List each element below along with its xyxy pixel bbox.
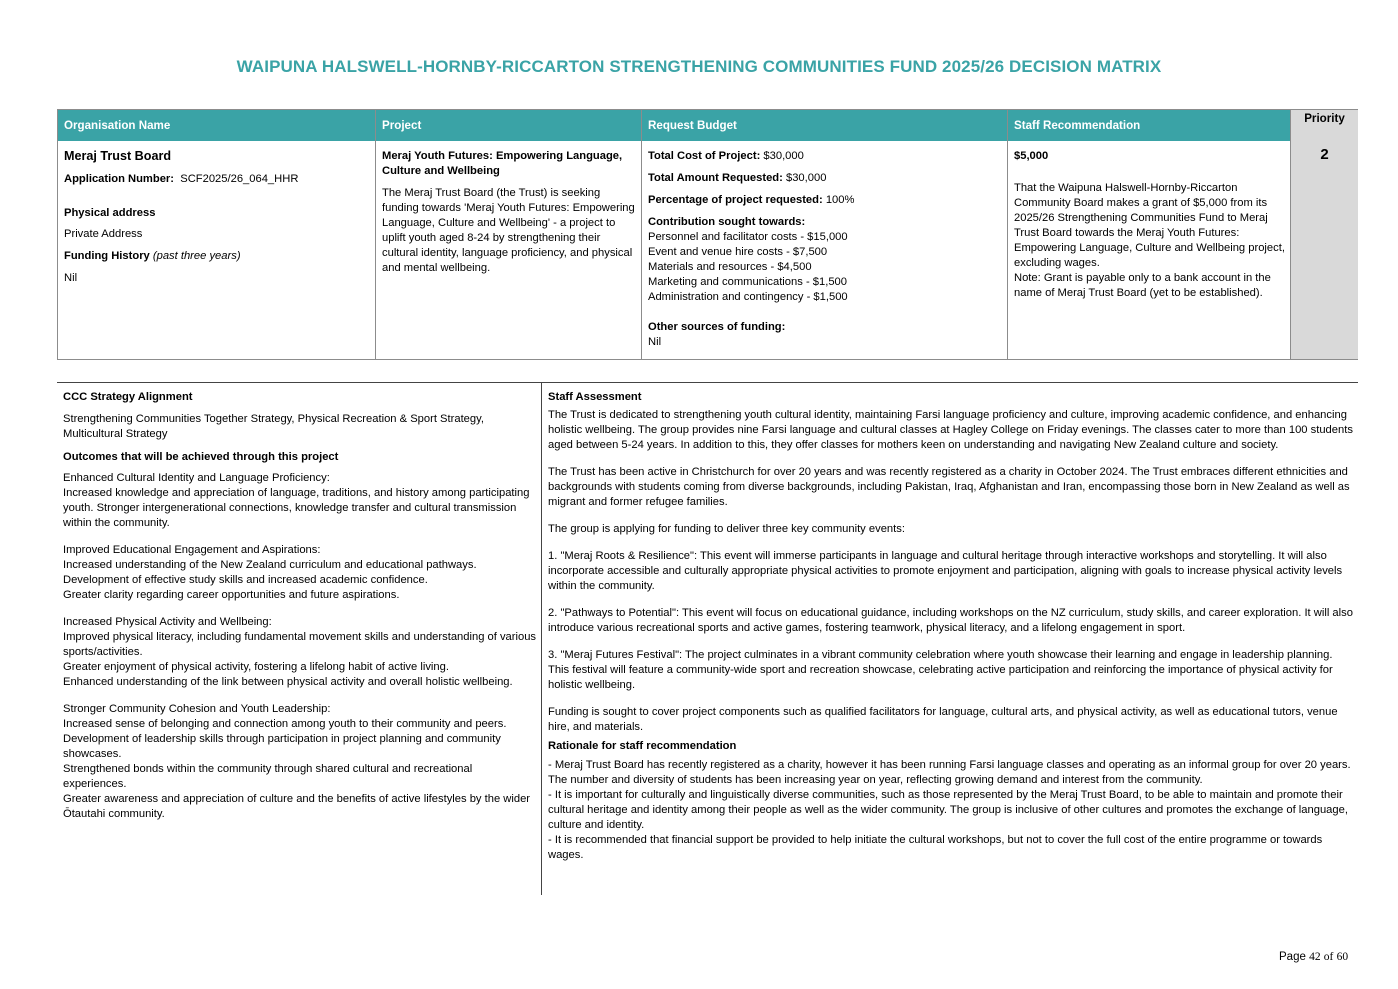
rationale-point: - Meraj Trust Board has recently registered as a charity, however it has been running Farsi language classes and operating as an informal group for over 20 years. The number and diversity of students has been increasing year on year, reflecting growing demand and interest from the community. (548, 759, 1351, 786)
strategy-alignment-section (63, 390, 537, 822)
total-requested: Total Amount Requested: $30,000 (648, 172, 827, 184)
outcome-line: Development of effective study skills and increased academic confidence. (63, 574, 428, 586)
project-cell (376, 141, 642, 359)
priority-value: 2 (1291, 141, 1358, 359)
decision-matrix-table (57, 109, 1358, 360)
project-description: The Meraj Trust Board (the Trust) is seeking funding towards 'Meraj Youth Futures: Empowering Language, Culture and Wellbeing' - a project to uplift youth aged 8-24 by strengthening their cultural identity, language proficiency, and physical and mental wellbeing. (382, 187, 635, 274)
assessment-paragraph: The Trust is dedicated to strengthening youth cultural identity, maintaining Farsi language proficiency and culture, improving academic confidence, and enhancing holistic wellbeing. The group provides nine Farsi language and cultural classes at Hagley College on Friday evenings. The classes cater to more than 100 students aged between 5-24 years. In addition to this, they offer classes for mothers keen on understanding and navigating New Zealand culture and society. (548, 409, 1353, 451)
strategy-text: Strengthening Communities Together Strategy, Physical Recreation & Sport Strategy, Multicultural Strategy (63, 413, 484, 440)
strategy-heading: CCC Strategy Alignment (63, 391, 193, 403)
outcome-line: Improved physical literacy, including fundamental movement skills and understanding of various sports/activities. (63, 631, 537, 658)
staff-assessment-section (548, 390, 1353, 863)
outcome-line: Greater enjoyment of physical activity, fostering a lifelong habit of active living. (63, 661, 449, 673)
rationale-point: - It is recommended that financial support be provided to help initiate the cultural workshops, but not to cover the full cost of the entire programme or towards wages. (548, 834, 1323, 861)
other-funding-label: Other sources of funding: (648, 321, 786, 333)
contribution-item: Administration and contingency - $1,500 (648, 291, 848, 303)
funding-history: Funding History (past three years) (64, 250, 241, 262)
application-number: Application Number: SCF2025/26_064_HHR (64, 173, 299, 185)
contribution-item: Personnel and facilitator costs - $15,000 (648, 231, 848, 243)
header-staff-recommendation: Staff Recommendation (1008, 110, 1291, 141)
header-budget: Request Budget (642, 110, 1008, 141)
assessment-paragraph: 3. "Meraj Futures Festival": The project culminates in a vibrant community celebration where youth showcase their learning and engage in leadership planning. This festival will feature a community-wide sport and recreation showcase, celebrating active participation and reinforcing the importance of physical activity for holistic wellbeing. (548, 649, 1333, 691)
outcomes-heading: Outcomes that will be achieved through this project (63, 451, 339, 463)
outcome-title: Increased Physical Activity and Wellbeing: (63, 616, 272, 628)
outcome-line: Strengthened bonds within the community through shared cultural and recreational experiences. (63, 763, 473, 790)
project-name: Meraj Youth Futures: Empowering Language, Culture and Wellbeing (382, 150, 623, 177)
outcome-line: Greater awareness and appreciation of culture and the benefits of active lifestyles by the wider Ōtautahi community. (63, 793, 531, 820)
total-cost: Total Cost of Project: $30,000 (648, 150, 804, 162)
contribution-label: Contribution sought towards: (648, 216, 806, 228)
outcome-line: Greater clarity regarding career opportunities and future aspirations. (63, 589, 400, 601)
organisation-name: Meraj Trust Board (64, 149, 172, 163)
physical-address-label: Physical address (64, 207, 156, 219)
rationale-heading: Rationale for staff recommendation (548, 740, 737, 752)
funding-history-value: Nil (64, 272, 78, 284)
outcome-line: Increased knowledge and appreciation of language, traditions, and history among participating youth. Stronger intergenerational connections, knowledge transfer and cultural transmission within the community. (63, 487, 530, 529)
outcome-title: Stronger Community Cohesion and Youth Leadership: (63, 703, 331, 715)
header-project: Project (376, 110, 642, 141)
other-funding-value: Nil (648, 336, 662, 348)
outcome-title: Enhanced Cultural Identity and Language Proficiency: (63, 472, 330, 484)
outcome-line: Enhanced understanding of the link between physical activity and overall holistic wellbeing. (63, 676, 513, 688)
recommended-amount: $5,000 (1014, 150, 1049, 162)
page-number: Page 42 of 60 (1279, 951, 1349, 963)
contribution-item: Marketing and communications - $1,500 (648, 276, 847, 288)
assessment-paragraph: The Trust has been active in Christchurch for over 20 years and was recently registered as a charity in October 2024. The Trust embraces different ethnicities and backgrounds with students coming from diverse backgrounds, including Pakistan, Iraq, Afghanistan and Iran, encompassing those born in New Zealand as well as migrant and former refugee families. (548, 466, 1350, 508)
contribution-item: Materials and resources - $4,500 (648, 261, 812, 273)
recommendation-note: Note: Grant is payable only to a bank account in the name of Meraj Trust Board (yet to be established). (1014, 272, 1271, 299)
rationale-point: - It is important for culturally and linguistically diverse communities, such as those represented by the Meraj Trust Board, to be able to maintain and promote their cultural heritage and identity among their people as well as the wider community. The group is inclusive of other cultures and promotes the exchange of language, culture and identity. (548, 789, 1348, 831)
outcome-line: Increased understanding of the New Zealand curriculum and educational pathways. (63, 559, 477, 571)
budget-cell (642, 141, 1008, 359)
contribution-item: Event and venue hire costs - $7,500 (648, 246, 828, 258)
page-title: WAIPUNA HALSWELL-HORNBY-RICCARTON STRENGTHENING COMMUNITIES FUND 2025/26 DECISION MATRIX (236, 57, 1162, 76)
assessment-paragraph: Funding is sought to cover project components such as qualified facilitators for language, cultural arts, and physical activity, as well as educational tutors, venue hire, and materials. (548, 706, 1338, 733)
assessment-paragraph: 2. "Pathways to Potential": This event will focus on educational guidance, including workshops on the NZ curriculum, study skills, and career exploration. It will also introduce various recreational sports and active games, fostering teamwork, physical literacy, and a lifelong engagement in sport. (548, 607, 1353, 634)
assessment-paragraph: 1. "Meraj Roots & Resilience": This event will immerse participants in language and cultural heritage through interactive workshops and storytelling. It will also incorporate accessible and culturally appropriate physical activities to promote enjoyment and participation, aligning with goals to increase physical activity levels within the community. (548, 550, 1343, 592)
header-organisation: Organisation Name (58, 110, 376, 141)
staff-recommendation-cell (1008, 141, 1291, 359)
physical-address-value: Private Address (64, 228, 143, 240)
percentage-requested: Percentage of project requested: 100% (648, 194, 855, 206)
outcome-line: Development of leadership skills through participation in project planning and community showcases. (63, 733, 501, 760)
outcome-title: Improved Educational Engagement and Aspirations: (63, 544, 321, 556)
header-priority: Priority (1291, 110, 1358, 141)
organisation-cell (58, 141, 376, 359)
assessment-paragraph: The group is applying for funding to deliver three key community events: (548, 523, 905, 535)
recommendation-text: That the Waipuna Halswell-Hornby-Riccarton Community Board makes a grant of $5,000 from its 2025/26 Strengthening Communities Fund to Meraj Trust Board towards the Meraj Youth Futures: Empowering Language, Culture and Wellbeing project, excluding wages. (1014, 182, 1285, 269)
assessment-heading: Staff Assessment (548, 391, 642, 403)
outcome-line: Increased sense of belonging and connection among youth to their community and peers. (63, 718, 507, 730)
